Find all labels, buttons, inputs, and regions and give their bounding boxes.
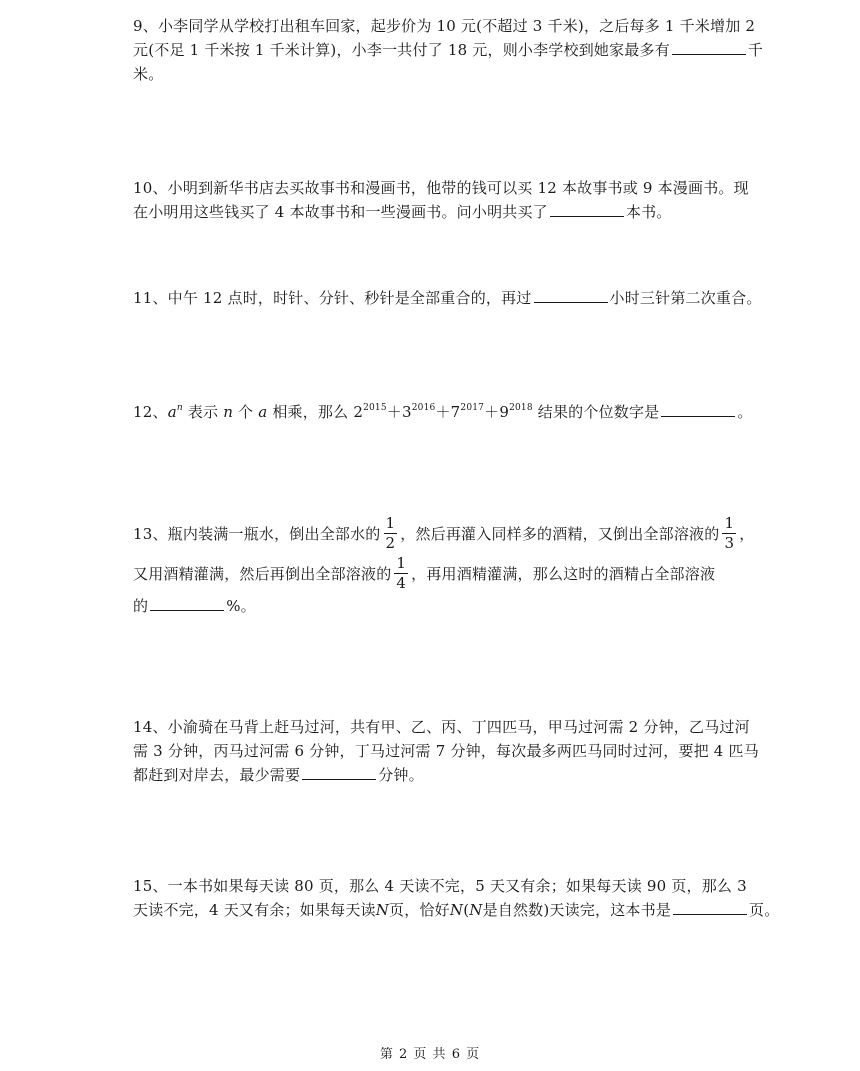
- math-base: 7: [450, 403, 461, 421]
- question-10-line-2: [133, 200, 733, 224]
- question-13-text: ，: [739, 525, 755, 543]
- question-13-line-3: [133, 594, 733, 618]
- answer-blank-10[interactable]: [550, 200, 624, 217]
- math-var-a: a: [258, 403, 268, 421]
- question-15-text: 是自然数)天读完，这本书是: [482, 901, 672, 919]
- answer-blank-14[interactable]: [302, 763, 376, 780]
- math-exponent: 2017: [460, 403, 485, 413]
- question-14-text: 都赶到对岸去，最少需要: [133, 766, 301, 784]
- question-13-text: ，再用酒精灌满，那么这时的酒精占全部溶液: [411, 565, 716, 583]
- fraction-numerator: 1: [385, 513, 396, 532]
- question-13-unit: %。: [226, 597, 256, 615]
- page-number-footer: 第 2 页 共 6 页: [379, 1047, 481, 1062]
- question-9-line-1: 9、小李同学从学校打出租车回家，起步价为 10 元(不超过 3 千米)，之后每多 1 千米增加 2: [133, 17, 756, 35]
- question-12-text: 表示: [187, 403, 219, 421]
- question-12-line-1: [133, 400, 753, 424]
- math-var-N: N: [449, 901, 464, 919]
- math-plus: ＋: [386, 403, 402, 421]
- question-14-line-2: 需 3 分钟，丙马过河需 6 分钟，丁马过河需 7 分钟，每次最多两匹马同时过河，要把 4 匹马: [133, 742, 759, 760]
- question-15-line-2: [133, 898, 780, 922]
- question-14-line-1: 14、小渝骑在马背上赶马过河，共有甲、乙、丙、丁四匹马，甲马过河需 2 分钟，乙马过河: [133, 718, 750, 736]
- answer-blank-11[interactable]: [534, 286, 608, 303]
- math-var-n: n: [223, 403, 234, 421]
- question-15: [133, 874, 780, 922]
- question-13-text: 的: [133, 597, 149, 615]
- question-13-text: 又用酒精灌满，然后再倒出全部溶液的: [133, 565, 392, 583]
- question-13: [133, 513, 755, 618]
- answer-blank-15[interactable]: [673, 898, 747, 915]
- question-13-text: 13、瓶内装满一瓶水，倒出全部水的: [133, 525, 381, 543]
- question-13-line-1: [133, 513, 755, 554]
- math-plus: ＋: [484, 403, 500, 421]
- math-var-N: N: [469, 901, 483, 919]
- fraction-one-third: [722, 513, 736, 552]
- fraction-numerator: 1: [724, 513, 735, 532]
- question-15-text: 页，恰好: [389, 901, 450, 919]
- math-base: 2: [353, 403, 364, 421]
- answer-blank-12[interactable]: [661, 400, 735, 417]
- question-9-text: 元(不足 1 千米按 1 千米计算)，小李一共付了 18 元，则小李学校到她家最多有: [133, 41, 670, 59]
- question-13-line-2: [133, 554, 733, 594]
- math-plus: ＋: [435, 403, 451, 421]
- math-exponent: 2018: [509, 403, 533, 413]
- question-12-number: 12、: [133, 403, 168, 421]
- math-var-N: N: [375, 901, 390, 919]
- question-11-text: 11、中午 12 点时，时针、分针、秒针是全部重合的，再过: [133, 289, 532, 307]
- math-exp-n: n: [176, 403, 183, 413]
- math-exponent: 2016: [411, 403, 436, 413]
- question-11-line-1: [133, 286, 762, 310]
- question-15-line-1: 15、一本书如果每天读 80 页，那么 4 天读不完，5 天又有余；如果每天读 90 页，那么 3: [133, 877, 747, 895]
- question-14-unit: 分钟。: [378, 766, 424, 784]
- math-exponent: 2015: [363, 403, 387, 413]
- math-base: 9: [499, 403, 510, 421]
- answer-blank-9[interactable]: [672, 38, 746, 55]
- fraction-numerator: 1: [396, 553, 407, 572]
- question-15-unit: 页。: [749, 901, 780, 919]
- answer-blank-13[interactable]: [150, 594, 224, 611]
- question-10-line-1: 10、小明到新华书店去买故事书和漫画书，他带的钱可以买 12 本故事书或 9 本漫画书。现: [133, 179, 749, 197]
- fraction-denominator: 3: [724, 533, 735, 552]
- question-12-text: 结果的个位数字是: [537, 403, 660, 421]
- question-14-line-3: [133, 763, 733, 787]
- question-9-unit: 千: [747, 41, 764, 59]
- question-15-text: (: [463, 901, 470, 919]
- question-9-line-2: [133, 38, 764, 62]
- question-15-text: 天读不完，4 天又有余；如果每天读: [133, 901, 376, 919]
- question-12: [133, 400, 753, 424]
- math-var-a: a: [167, 403, 177, 421]
- fraction-denominator: 2: [385, 533, 396, 552]
- question-13-text: ，然后再灌入同样多的酒精，又倒出全部溶液的: [400, 525, 720, 543]
- fraction-one-quarter: [394, 553, 408, 592]
- question-9-line-3: 米。: [133, 65, 164, 83]
- question-12-text: 个: [238, 403, 254, 421]
- question-10-unit: 本书。: [625, 203, 672, 221]
- question-12-end: 。: [737, 403, 753, 421]
- question-9: [133, 14, 764, 86]
- question-14: [133, 715, 759, 787]
- question-11-unit: 小时三针第二次重合。: [609, 289, 762, 307]
- question-10-text: 在小明用这些钱买了 4 本故事书和一些漫画书。问小明共买了: [133, 203, 548, 221]
- question-12-text: 相乘，那么: [272, 403, 349, 421]
- fraction-denominator: 4: [396, 573, 407, 592]
- question-11: [133, 286, 762, 310]
- math-base: 3: [401, 403, 412, 421]
- question-10: [133, 176, 749, 224]
- fraction-one-half: [384, 513, 398, 552]
